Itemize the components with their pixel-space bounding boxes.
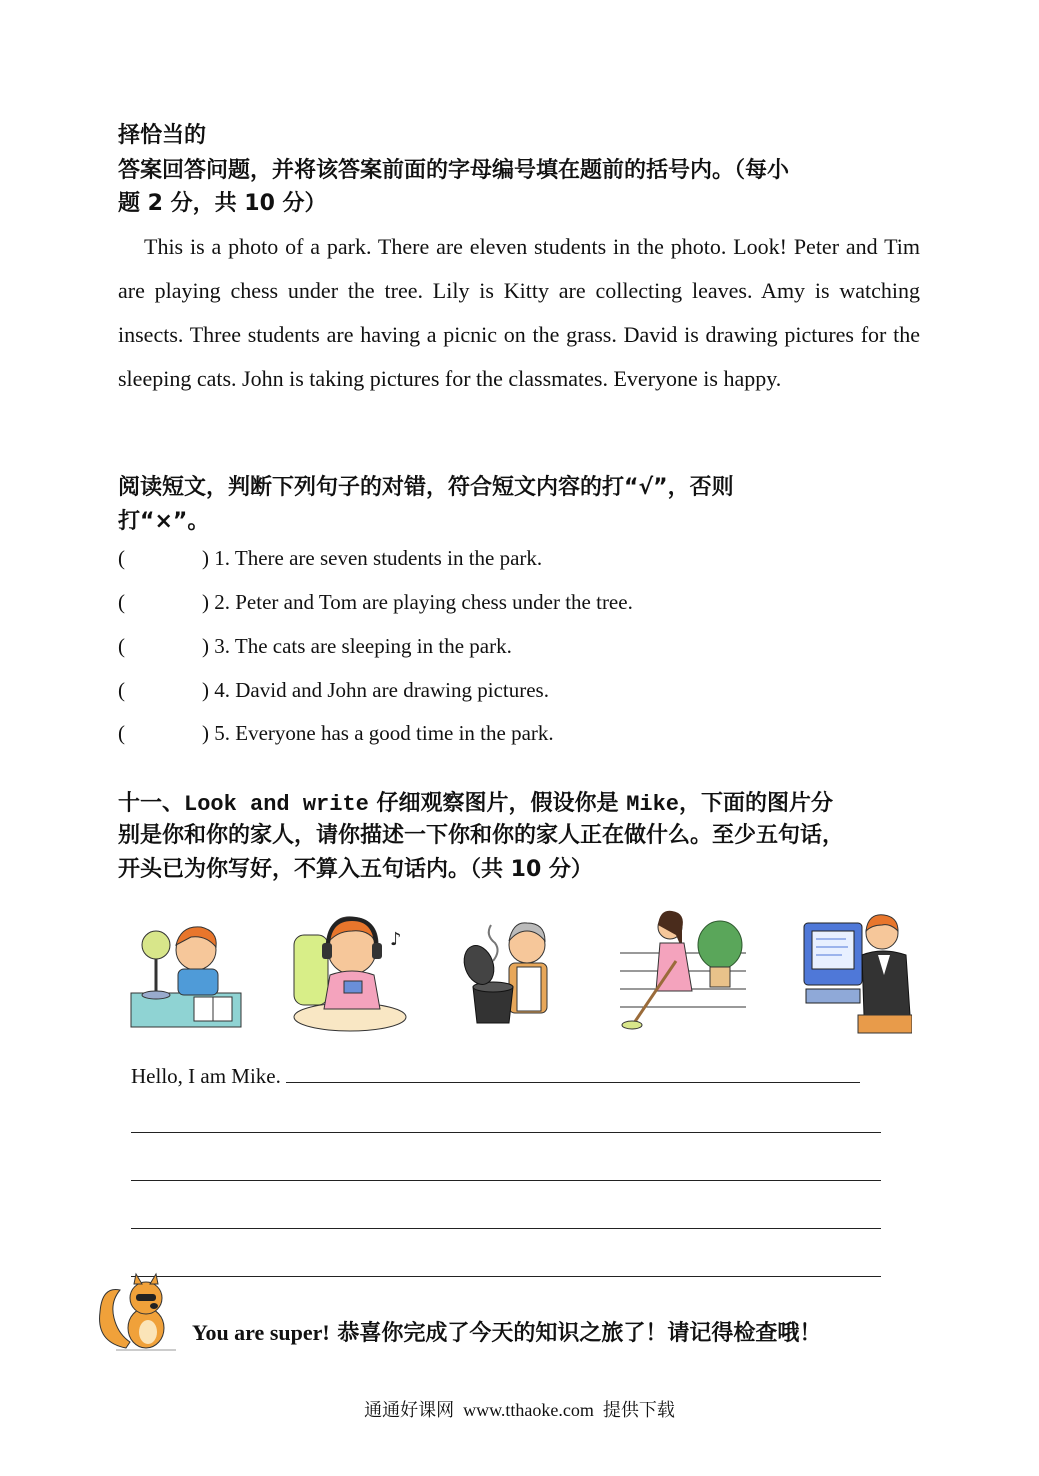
- closing-zh: 恭喜你完成了今天的知识之旅了！请记得检查哦！: [329, 1321, 822, 1346]
- closing-en: You are super!: [192, 1320, 330, 1345]
- writing-line-5: [131, 1254, 881, 1283]
- writing-starter: Hello, I am Mike.: [131, 1064, 287, 1088]
- reading-passage: [118, 225, 920, 401]
- grandma-cooking-icon: [455, 905, 575, 1035]
- question-1: [118, 546, 542, 571]
- boy-studying-icon: [126, 905, 246, 1035]
- question-5: [118, 721, 554, 746]
- question-4: [118, 678, 549, 703]
- judge-instruction-line1: 阅读短文，判断下列句子的对错，符合短文内容的打“√”，否则: [118, 475, 734, 500]
- question-3-text: ) 3. The cats are sleeping in the park.: [202, 634, 512, 658]
- writing-line-2: [131, 1110, 881, 1139]
- section11-name: Mike: [626, 792, 679, 817]
- question-2: [118, 590, 633, 615]
- question-3: [118, 634, 512, 659]
- section-heading-line3: 题 2 分，共 10 分）: [118, 191, 327, 216]
- girl-listening-music-icon: [290, 905, 410, 1035]
- writing-blank-5[interactable]: [131, 1254, 881, 1277]
- passage-text: This is a photo of a park. There are eleven students in the photo. Look! Peter and Tim are playing chess under the tree. Lily is Kitty are collecting leaves. Amy is watching insects. Three students are having a picnic on the grass. David is drawing pictures for the sleeping cats. John is taking pictures for the classmates. Everyone is happy.: [118, 234, 920, 391]
- section11-heading-line2: 别是你和你的家人，请你描述一下你和你的家人正在做什么。至少五句话，: [118, 823, 845, 848]
- section11-number: 十一、: [118, 791, 185, 816]
- closing-message: [192, 1316, 821, 1347]
- writing-line-4: [131, 1206, 881, 1235]
- father-computer-icon: [798, 905, 912, 1035]
- squirrel-mascot-icon: [96, 1272, 178, 1352]
- answer-blank-4[interactable]: (: [118, 678, 125, 702]
- section11-line1-rest: 仔细观察图片，假设你是: [368, 791, 627, 816]
- answer-blank-2[interactable]: (: [118, 590, 125, 614]
- question-1-text: ) 1. There are seven students in the park.: [202, 546, 543, 570]
- section11-line1-end: ，下面的图片分: [679, 791, 834, 816]
- svg-text:♪: ♪: [390, 929, 402, 950]
- section11-title-en: Look and write: [184, 792, 369, 817]
- question-2-text: ) 2. Peter and Tom are playing chess under the tree.: [202, 590, 633, 614]
- writing-blank-2[interactable]: [131, 1110, 881, 1133]
- answer-blank-1[interactable]: (: [118, 546, 125, 570]
- footer-url[interactable]: www.tthaoke.com: [463, 1400, 594, 1420]
- footer-site-name: 通通好课网: [364, 1400, 455, 1421]
- mother-sweeping-icon: [620, 905, 746, 1035]
- answer-blank-3[interactable]: (: [118, 634, 125, 658]
- answer-blank-5[interactable]: (: [118, 721, 125, 745]
- section11-heading-line1: [118, 786, 833, 817]
- writing-line-1: [131, 1060, 860, 1089]
- footer-suffix: 提供下载: [602, 1400, 675, 1421]
- question-4-text: ) 4. David and John are drawing pictures.: [202, 678, 549, 702]
- writing-line-3: [131, 1158, 881, 1187]
- section11-heading-line3: 开头已为你写好，不算入五句话内。（共 10 分）: [118, 857, 593, 882]
- writing-blank-4[interactable]: [131, 1206, 881, 1229]
- section-heading-line1: 择恰当的: [118, 123, 207, 148]
- question-5-text: ) 5. Everyone has a good time in the park.: [202, 721, 554, 745]
- writing-blank-3[interactable]: [131, 1158, 881, 1181]
- footer: [0, 1396, 1039, 1422]
- writing-blank-1[interactable]: [286, 1060, 860, 1083]
- section-heading-line2: 答案回答问题，并将该答案前面的字母编号填在题前的括号内。（每小: [118, 158, 790, 183]
- judge-instruction-line2: 打“×”。: [118, 509, 210, 534]
